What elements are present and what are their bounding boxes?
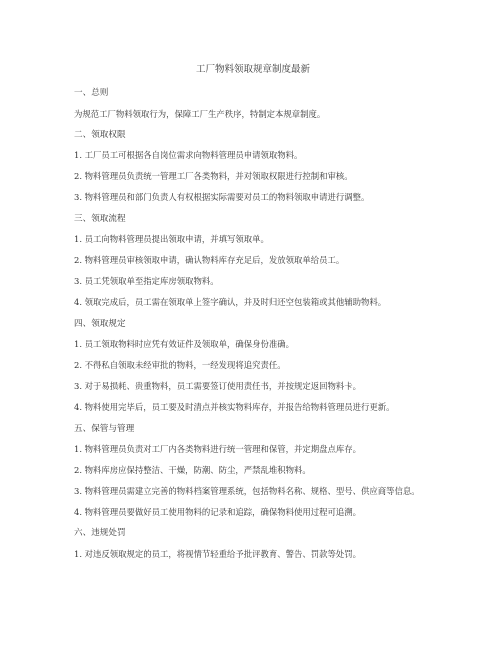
section-heading: 六、违规处罚 bbox=[74, 528, 126, 539]
section-paragraph: 1. 对违反领取规定的员工，将视情节轻重给予批评教育、警告、罚款等处罚。 bbox=[74, 549, 362, 560]
section-paragraph: 2. 物料库房应保持整洁、干燥，防潮、防尘，严禁乱堆积物料。 bbox=[74, 465, 311, 476]
document-section bbox=[74, 129, 432, 204]
section-paragraph: 4. 领取完成后，员工需在领取单上签字确认，并及时归还空包装箱或其他辅助物料。 bbox=[74, 297, 387, 308]
document-page bbox=[74, 64, 432, 569]
document-section bbox=[74, 527, 432, 560]
section-paragraph: 为规范工厂物料领取行为，保障工厂生产秩序，特制定本规章制度。 bbox=[74, 108, 326, 119]
section-paragraph: 3. 对于易损耗、贵重物料，员工需要签订使用责任书，并按规定返回物料卡。 bbox=[74, 381, 362, 392]
section-paragraph: 3. 物料管理员和部门负责人有权根据实际需要对员工的物料领取申请进行调整。 bbox=[74, 192, 370, 203]
section-paragraph: 4. 物料管理员要做好员工使用物料的记录和追踪，确保物料使用过程可追溯。 bbox=[74, 507, 362, 518]
section-heading: 一、总则 bbox=[74, 88, 109, 98]
document-title: 工厂物料领取规章制度最新 bbox=[195, 64, 310, 75]
document-section bbox=[74, 318, 432, 414]
document-section bbox=[74, 213, 432, 309]
section-paragraph: 2. 不得私自领取未经审批的物料，一经发现将追究责任。 bbox=[74, 360, 286, 371]
section-heading: 三、领取流程 bbox=[74, 213, 126, 224]
document-section bbox=[74, 87, 432, 120]
section-paragraph: 1. 工厂员工可根据各自岗位需求向物料管理员申请领取物料。 bbox=[74, 150, 303, 161]
section-paragraph: 1. 员工向物料管理员提出领取申请，并填写领取单。 bbox=[74, 234, 269, 245]
section-paragraph: 2. 物料管理员审核领取申请，确认物料库存充足后，发放领取单给员工。 bbox=[74, 255, 345, 266]
document-section bbox=[74, 423, 432, 519]
section-paragraph: 2. 物料管理员负责统一管理工厂各类物料，并对领取权限进行控制和审核。 bbox=[74, 171, 353, 182]
section-paragraph: 1. 物料管理员负责对工厂内各类物料进行统一管理和保管，并定期盘点库存。 bbox=[74, 444, 362, 455]
section-heading: 二、领取权限 bbox=[74, 129, 126, 140]
section-paragraph: 3. 员工凭领取单至指定库房领取物料。 bbox=[74, 276, 219, 287]
document-body bbox=[74, 87, 432, 561]
section-heading: 四、领取规定 bbox=[74, 318, 126, 329]
section-paragraph: 1. 员工领取物料时应凭有效证件及领取单，确保身份准确。 bbox=[74, 339, 295, 350]
section-paragraph: 3. 物料管理员需建立完善的物料档案管理系统，包括物料名称、规格、型号、供应商等信息。 bbox=[74, 486, 420, 497]
section-heading: 五、保管与管理 bbox=[74, 423, 135, 434]
section-paragraph: 4. 物料使用完毕后，员工要及时清点并核实物料库存，并报告给物料管理员进行更新。 bbox=[74, 402, 395, 413]
